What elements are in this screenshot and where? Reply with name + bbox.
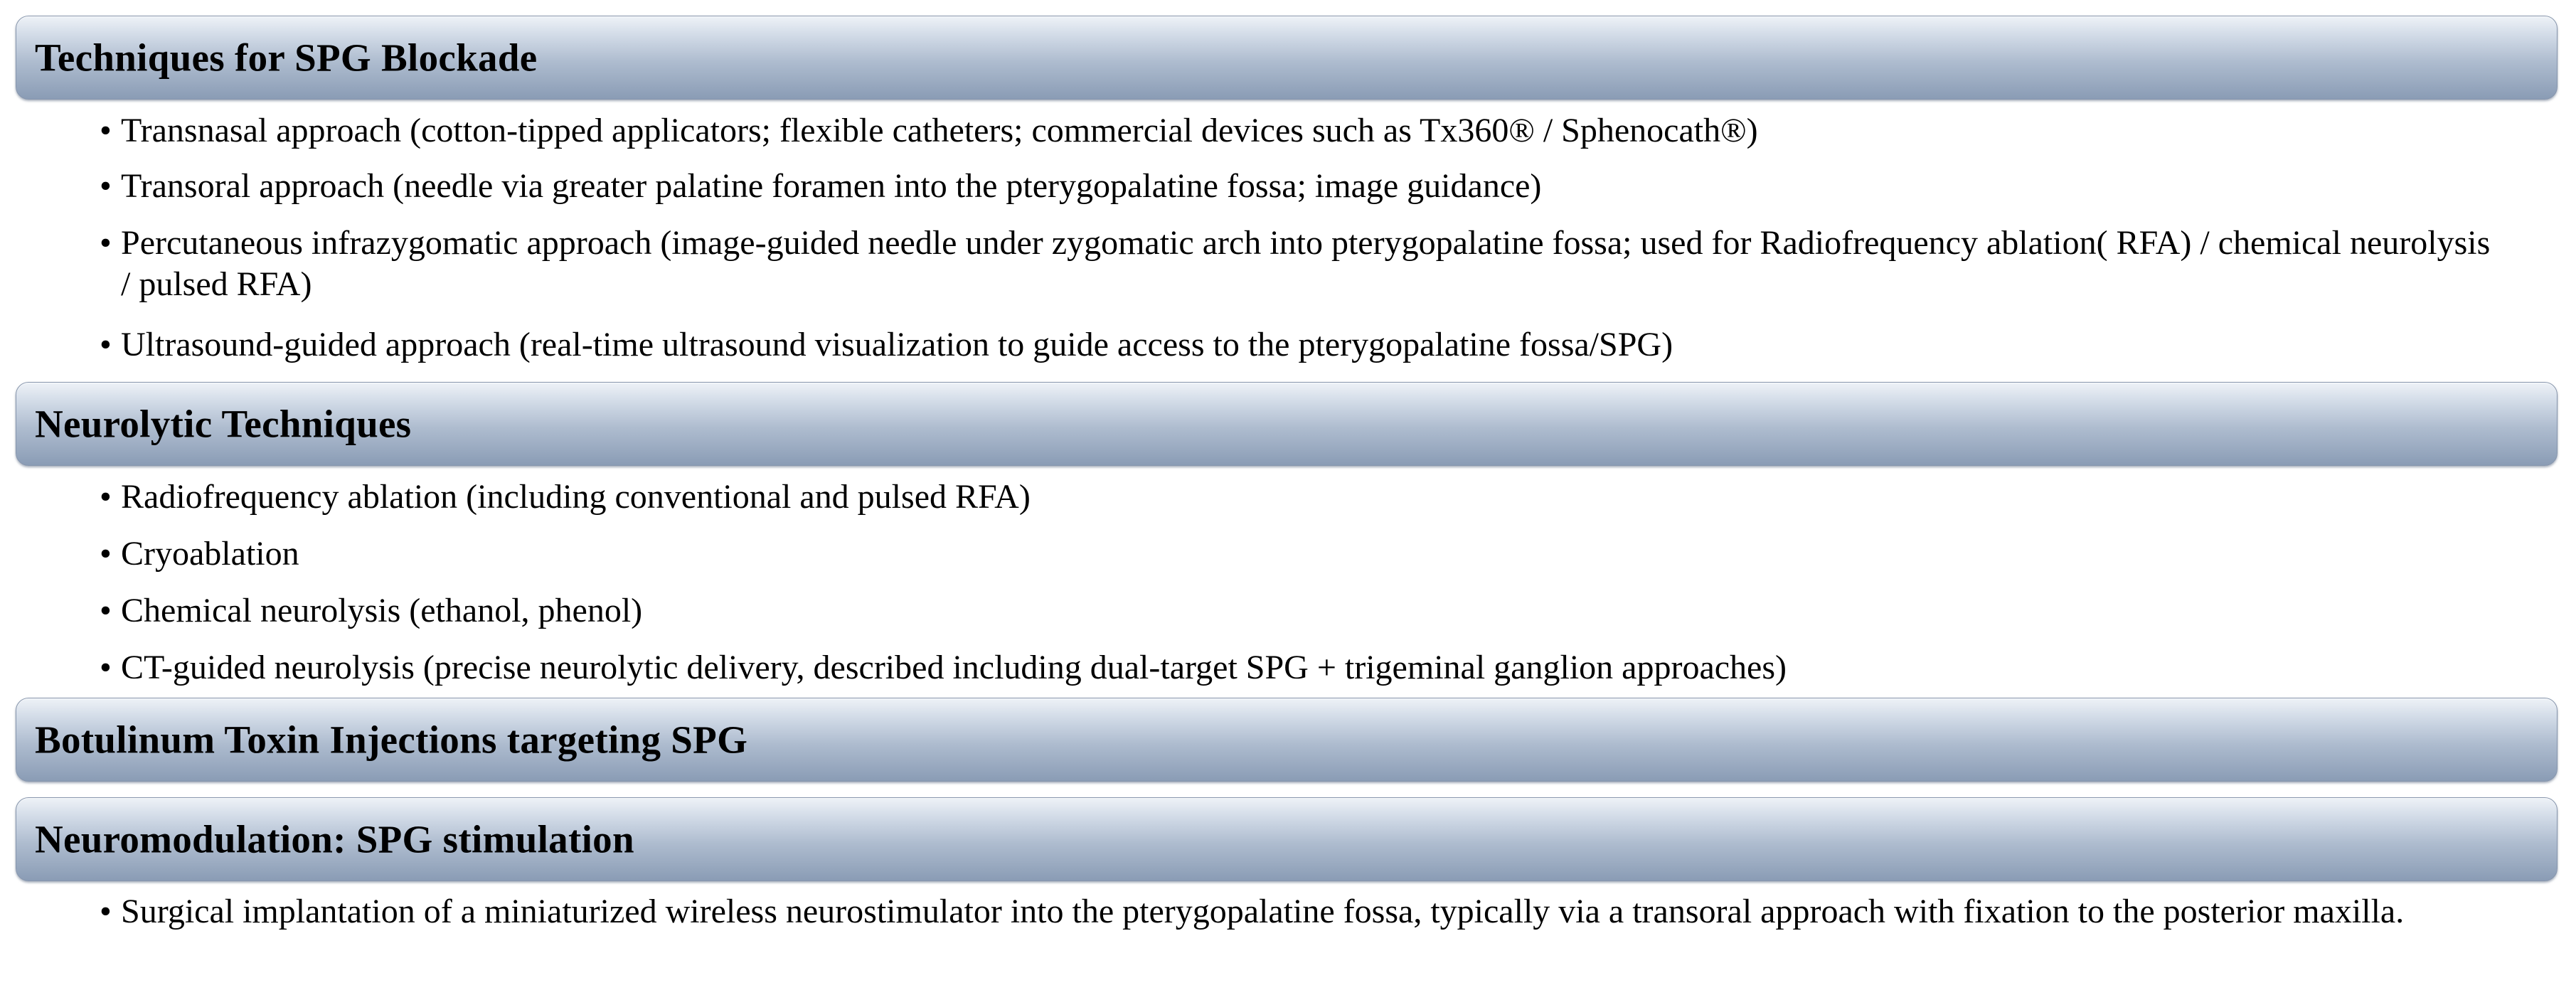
list-item (100, 223, 2503, 305)
bullet-icon: • (100, 326, 112, 363)
bullet-icon: • (100, 649, 112, 686)
list-item (100, 533, 2503, 575)
section-title: Neurolytic Techniques (35, 402, 412, 446)
list-item-text: Transnasal approach (cotton-tipped applicators; flexible catheters; commercial devices such as Tx360® / Sphenocath®) (121, 112, 1758, 149)
bullet-icon: • (100, 592, 112, 629)
bullet-icon: • (100, 478, 112, 516)
list-item-text: Radiofrequency ablation (including conventional and pulsed RFA) (121, 478, 1031, 516)
section-header-neurolytic (16, 382, 2558, 466)
bullet-icon: • (100, 112, 112, 149)
list-item (100, 110, 2503, 151)
list-item-text: CT-guided neurolysis (precise neurolytic delivery, described including dual-target SPG + trigeminal ganglion approaches) (121, 649, 1787, 686)
list-item-text: Surgical implantation of a miniaturized wireless neurostimulator into the pterygopalatine fossa, typically via a transoral approach with fixation to the posterior maxilla. (121, 893, 2405, 930)
section-title: Botulinum Toxin Injections targeting SPG (35, 718, 748, 762)
bullet-icon: • (100, 893, 112, 930)
list-item (100, 590, 2503, 632)
list-item (100, 166, 2503, 207)
list-item-text: Ultrasound-guided approach (real-time ultrasound visualization to guide access to the pterygopalatine fossa/SPG) (121, 326, 1673, 363)
list-item-text: Transoral approach (needle via greater palatine foramen into the pterygopalatine fossa; image guidance) (121, 167, 1542, 205)
section-header-spg-blockade (16, 16, 2558, 100)
list-item-text: Percutaneous infrazygomatic approach (image-guided needle under zygomatic arch into pterygopalatine fossa; used for Radiofrequency ablation( RFA) / chemical neurolysis / pulsed RFA) (121, 224, 2491, 303)
list-item-text: Cryoablation (121, 535, 299, 573)
list-item (100, 891, 2503, 932)
section-title: Techniques for SPG Blockade (35, 36, 538, 80)
list-item (100, 477, 2503, 518)
bullet-icon: • (100, 224, 112, 262)
list-item-text: Chemical neurolysis (ethanol, phenol) (121, 592, 643, 629)
list-item (100, 324, 2503, 366)
list-item (100, 647, 2503, 688)
section-title: Neuromodulation: SPG stimulation (35, 817, 634, 861)
bullet-icon: • (100, 535, 112, 573)
section-header-botulinum (16, 698, 2558, 782)
section-header-neuromodulation (16, 797, 2558, 881)
bullet-icon: • (100, 167, 112, 205)
